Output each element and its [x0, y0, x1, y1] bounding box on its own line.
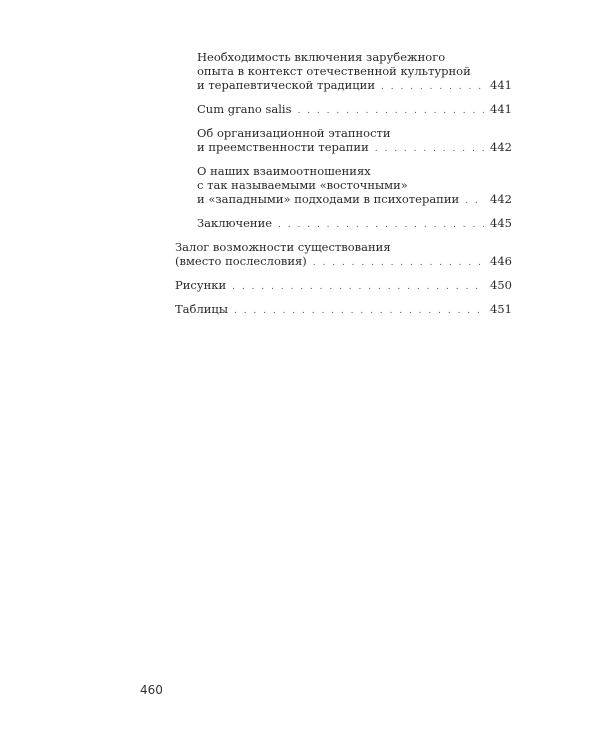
toc-entry[interactable]	[197, 126, 512, 156]
dot-leader	[297, 104, 484, 118]
toc-entry-title-line: О наших взаимоотношениях	[197, 164, 371, 178]
toc-page-number: 442	[490, 140, 512, 154]
table-of-contents	[175, 50, 512, 326]
toc-entry[interactable]	[197, 164, 512, 208]
toc-entry[interactable]	[197, 50, 512, 94]
toc-entry-title-line: (вместо послесловия)	[175, 254, 307, 268]
toc-entry-title-line: Таблицы	[175, 302, 228, 316]
toc-entry-title-line: и «западными» подходами в психотерапии	[197, 192, 460, 206]
dot-leader	[313, 256, 484, 270]
toc-entry-title-line: Об организационной этапности	[197, 126, 391, 140]
toc-entry[interactable]	[175, 302, 512, 318]
toc-entry-title-line: Залог возможности существования	[175, 240, 391, 254]
toc-entry-title-line: опыта в контекст отечественной культурной	[197, 64, 471, 78]
dot-leader	[234, 304, 484, 318]
toc-entry-title-line: Необходимость включения зарубежного	[197, 50, 446, 64]
page-number: 460	[140, 683, 163, 697]
toc-entry-title-line: и терапевтической традиции	[197, 78, 376, 92]
toc-entry[interactable]	[175, 278, 512, 294]
dot-leader	[278, 218, 484, 232]
dot-leader	[465, 194, 484, 208]
toc-entry-title-line: Рисунки	[175, 278, 227, 292]
toc-page-number: 445	[490, 216, 512, 230]
toc-page-number: 441	[490, 78, 512, 92]
toc-page-number: 442	[490, 192, 512, 206]
dot-leader	[232, 280, 484, 294]
toc-entry[interactable]	[197, 102, 512, 118]
toc-entry[interactable]	[175, 240, 512, 270]
toc-entry[interactable]	[197, 216, 512, 232]
dot-leader	[381, 80, 484, 94]
dot-leader	[375, 142, 484, 156]
toc-page-number: 441	[490, 102, 512, 116]
toc-page-number: 451	[490, 302, 512, 316]
toc-entry-title-line: Cum grano salis	[197, 102, 292, 116]
toc-entry-title-line: и преемственности терапии	[197, 140, 369, 154]
toc-page-number: 450	[490, 278, 512, 292]
toc-entry-title-line: Заключение	[197, 216, 273, 230]
toc-entry-title-line: с так называемыми «восточными»	[197, 178, 408, 192]
toc-page-number: 446	[490, 254, 512, 268]
